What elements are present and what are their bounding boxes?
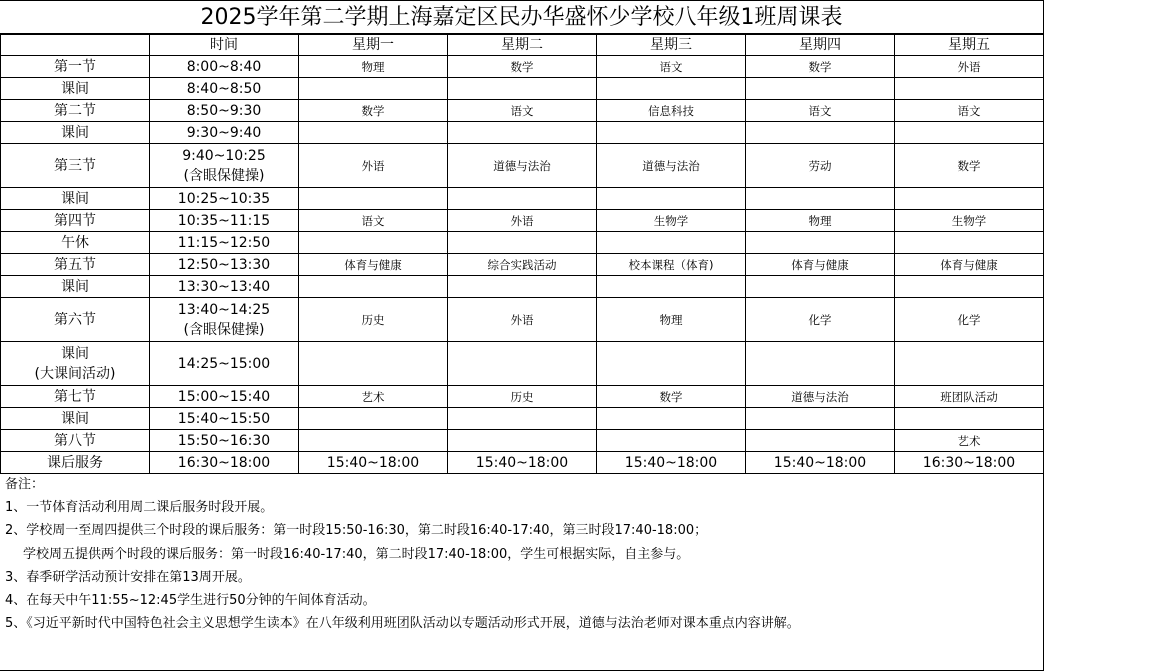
period-time-text: (含眼保健操)	[183, 167, 265, 184]
period-time-text: 14:25~15:00	[177, 355, 271, 372]
period-label-text: 第四节	[54, 212, 96, 229]
period-time	[150, 122, 299, 144]
period-time-text: 8:00~8:40	[186, 58, 262, 75]
period-label-text: 第一节	[54, 58, 96, 75]
period-label	[1, 386, 150, 408]
subject-cell	[895, 122, 1044, 144]
period-time	[150, 232, 299, 254]
period-time-text: 15:00~15:40	[177, 388, 271, 405]
subject-cell	[746, 342, 895, 386]
header-day: 星期一	[299, 34, 448, 56]
subject-cell	[895, 232, 1044, 254]
period-time-text: 9:30~9:40	[186, 124, 262, 141]
period-label-text: 课间	[61, 190, 89, 207]
period-time	[150, 78, 299, 100]
period-label	[1, 78, 150, 100]
subject-cell	[299, 342, 448, 386]
subject-cell: 劳动	[746, 144, 895, 188]
header-corner	[1, 34, 150, 56]
subject-cell: 物理	[597, 298, 746, 342]
subject-cell	[746, 232, 895, 254]
period-label	[1, 430, 150, 452]
subject-cell	[299, 430, 448, 452]
subject-cell: 外语	[448, 298, 597, 342]
subject-cell	[746, 188, 895, 210]
subject-cell	[299, 232, 448, 254]
subject-cell: 语文	[895, 100, 1044, 122]
period-label	[1, 452, 150, 474]
subject-cell	[448, 276, 597, 298]
subject-cell: 体育与健康	[895, 254, 1044, 276]
subject-cell	[448, 78, 597, 100]
subject-cell	[299, 276, 448, 298]
period-label	[1, 276, 150, 298]
subject-cell	[895, 408, 1044, 430]
header-day: 星期三	[597, 34, 746, 56]
period-time	[150, 254, 299, 276]
subject-cell	[746, 122, 895, 144]
note-line: 3、春季研学活动预计安排在第13周开展。	[5, 569, 251, 585]
notes-section	[0, 473, 1040, 635]
period-label-text: 第六节	[54, 311, 96, 328]
subject-cell: 数学	[448, 56, 597, 78]
table-row	[1, 144, 1044, 188]
table-row	[1, 408, 1044, 430]
period-label	[1, 298, 150, 342]
table-row	[1, 342, 1044, 386]
subject-cell	[448, 430, 597, 452]
period-time-text: 15:40~15:50	[177, 410, 271, 427]
subject-cell: 艺术	[895, 430, 1044, 452]
period-time-text: 11:15~12:50	[177, 234, 271, 251]
subject-cell: 数学	[746, 56, 895, 78]
header-day: 星期四	[746, 34, 895, 56]
timetable	[0, 33, 1044, 474]
period-label-text: 第三节	[54, 157, 96, 174]
period-time	[150, 188, 299, 210]
note-line: 5、《习近平新时代中国特色社会主义思想学生读本》在八年级利用班团队活动以专题活动形式开展，道德与法治老师对课本重点内容讲解。	[5, 616, 800, 632]
subject-cell: 15:40~18:00	[597, 452, 746, 474]
period-label-text: 课间	[61, 124, 89, 141]
subject-cell	[448, 122, 597, 144]
period-time-text: 12:50~13:30	[177, 256, 271, 273]
table-row	[1, 56, 1044, 78]
subject-cell: 物理	[746, 210, 895, 232]
period-time-text: 13:30~13:40	[177, 278, 271, 295]
period-label-text: (大课间活动)	[34, 365, 116, 382]
subject-cell: 历史	[299, 298, 448, 342]
subject-cell: 体育与健康	[746, 254, 895, 276]
period-time	[150, 342, 299, 386]
subject-cell: 生物学	[597, 210, 746, 232]
header-row	[1, 34, 1044, 56]
period-time	[150, 298, 299, 342]
subject-cell	[299, 78, 448, 100]
period-label-text: 课间	[61, 278, 89, 295]
subject-cell: 化学	[895, 298, 1044, 342]
period-label	[1, 408, 150, 430]
subject-cell	[597, 188, 746, 210]
subject-cell: 语文	[448, 100, 597, 122]
subject-cell: 外语	[299, 144, 448, 188]
notes-heading: 备注：	[5, 477, 45, 492]
table-row	[1, 386, 1044, 408]
subject-cell	[448, 232, 597, 254]
subject-cell	[448, 342, 597, 386]
period-time-text: 13:40~14:25	[177, 301, 271, 318]
period-time-text: 16:30~18:00	[177, 454, 271, 471]
subject-cell	[299, 408, 448, 430]
period-time	[150, 56, 299, 78]
table-row	[1, 276, 1044, 298]
subject-cell: 艺术	[299, 386, 448, 408]
subject-cell: 道德与法治	[448, 144, 597, 188]
table-row	[1, 430, 1044, 452]
subject-cell	[597, 232, 746, 254]
subject-cell	[746, 408, 895, 430]
table-row	[1, 78, 1044, 100]
note-line: 学校周五提供两个时段的课后服务：第一时段16:40-17:40，第二时段17:40-18:00，学生可根据实际，自主参与。	[23, 546, 690, 562]
period-label	[1, 232, 150, 254]
period-time-text: 15:50~16:30	[177, 432, 271, 449]
subject-cell	[746, 430, 895, 452]
period-time	[150, 276, 299, 298]
subject-cell: 体育与健康	[299, 254, 448, 276]
period-label-text: 课间	[61, 410, 89, 427]
subject-cell	[746, 276, 895, 298]
subject-cell	[597, 342, 746, 386]
period-label	[1, 210, 150, 232]
table-row	[1, 232, 1044, 254]
note-line: 4、在每天中午11:55~12:45学生进行50分钟的午间体育活动。	[5, 593, 376, 609]
subject-cell: 历史	[448, 386, 597, 408]
subject-cell	[597, 122, 746, 144]
period-label-text: 第八节	[54, 432, 96, 449]
subject-cell: 道德与法治	[597, 144, 746, 188]
subject-cell: 道德与法治	[746, 386, 895, 408]
subject-cell	[895, 342, 1044, 386]
subject-cell: 校本课程（体育)	[597, 254, 746, 276]
subject-cell: 化学	[746, 298, 895, 342]
subject-cell: 语文	[597, 56, 746, 78]
period-time	[150, 408, 299, 430]
period-time-text: 10:25~10:35	[177, 190, 271, 207]
period-time-text: 10:35~11:15	[177, 212, 271, 229]
subject-cell	[597, 430, 746, 452]
period-label	[1, 144, 150, 188]
subject-cell: 物理	[299, 56, 448, 78]
subject-cell	[746, 78, 895, 100]
header-time: 时间	[150, 34, 299, 56]
note-line: 1、一节体育活动利用周二课后服务时段开展。	[5, 500, 274, 516]
table-row	[1, 254, 1044, 276]
period-label	[1, 342, 150, 386]
subject-cell	[597, 408, 746, 430]
subject-cell	[299, 122, 448, 144]
subject-cell: 语文	[299, 210, 448, 232]
period-time	[150, 144, 299, 188]
period-label-text: 第五节	[54, 256, 96, 273]
subject-cell: 生物学	[895, 210, 1044, 232]
subject-cell	[448, 408, 597, 430]
subject-cell	[597, 276, 746, 298]
period-time-text: 9:40~10:25	[182, 147, 266, 164]
period-time	[150, 386, 299, 408]
period-label-text: 课间	[61, 345, 89, 362]
subject-cell	[895, 78, 1044, 100]
subject-cell: 信息科技	[597, 100, 746, 122]
period-label-text: 课后服务	[47, 454, 103, 471]
subject-cell: 16:30~18:00	[895, 452, 1044, 474]
table-row	[1, 210, 1044, 232]
subject-cell: 语文	[746, 100, 895, 122]
subject-cell: 15:40~18:00	[746, 452, 895, 474]
period-label	[1, 56, 150, 78]
header-day: 星期二	[448, 34, 597, 56]
period-time	[150, 452, 299, 474]
subject-cell	[895, 276, 1044, 298]
subject-cell: 15:40~18:00	[299, 452, 448, 474]
period-time-text: 8:50~9:30	[186, 102, 262, 119]
page-title: 2025学年第二学期上海嘉定区民办华盛怀少学校八年级1班周课表	[0, 0, 1043, 35]
period-time	[150, 430, 299, 452]
subject-cell	[597, 78, 746, 100]
subject-cell	[299, 188, 448, 210]
period-label-text: 课间	[61, 80, 89, 97]
subject-cell: 外语	[895, 56, 1044, 78]
subject-cell: 数学	[895, 144, 1044, 188]
note-line: 2、学校周一至周四提供三个时段的课后服务：第一时段15:50-16:30，第二时段16:40-17:40，第三时段17:40-18:00；	[5, 523, 708, 539]
period-time-text: 8:40~8:50	[186, 80, 262, 97]
period-label-text: 午休	[61, 234, 89, 251]
period-label	[1, 100, 150, 122]
period-label-text: 第七节	[54, 388, 96, 405]
subject-cell: 15:40~18:00	[448, 452, 597, 474]
table-row	[1, 188, 1044, 210]
period-label	[1, 254, 150, 276]
table-row	[1, 122, 1044, 144]
table-row	[1, 298, 1044, 342]
period-time	[150, 100, 299, 122]
subject-cell: 数学	[597, 386, 746, 408]
period-label	[1, 188, 150, 210]
subject-cell: 综合实践活动	[448, 254, 597, 276]
header-day: 星期五	[895, 34, 1044, 56]
period-label	[1, 122, 150, 144]
period-time	[150, 210, 299, 232]
period-label-text: 第二节	[54, 102, 96, 119]
period-time-text: (含眼保健操)	[183, 321, 265, 338]
subject-cell	[448, 188, 597, 210]
subject-cell: 数学	[299, 100, 448, 122]
subject-cell	[895, 188, 1044, 210]
subject-cell: 外语	[448, 210, 597, 232]
subject-cell: 班团队活动	[895, 386, 1044, 408]
table-row	[1, 100, 1044, 122]
table-row	[1, 452, 1044, 474]
